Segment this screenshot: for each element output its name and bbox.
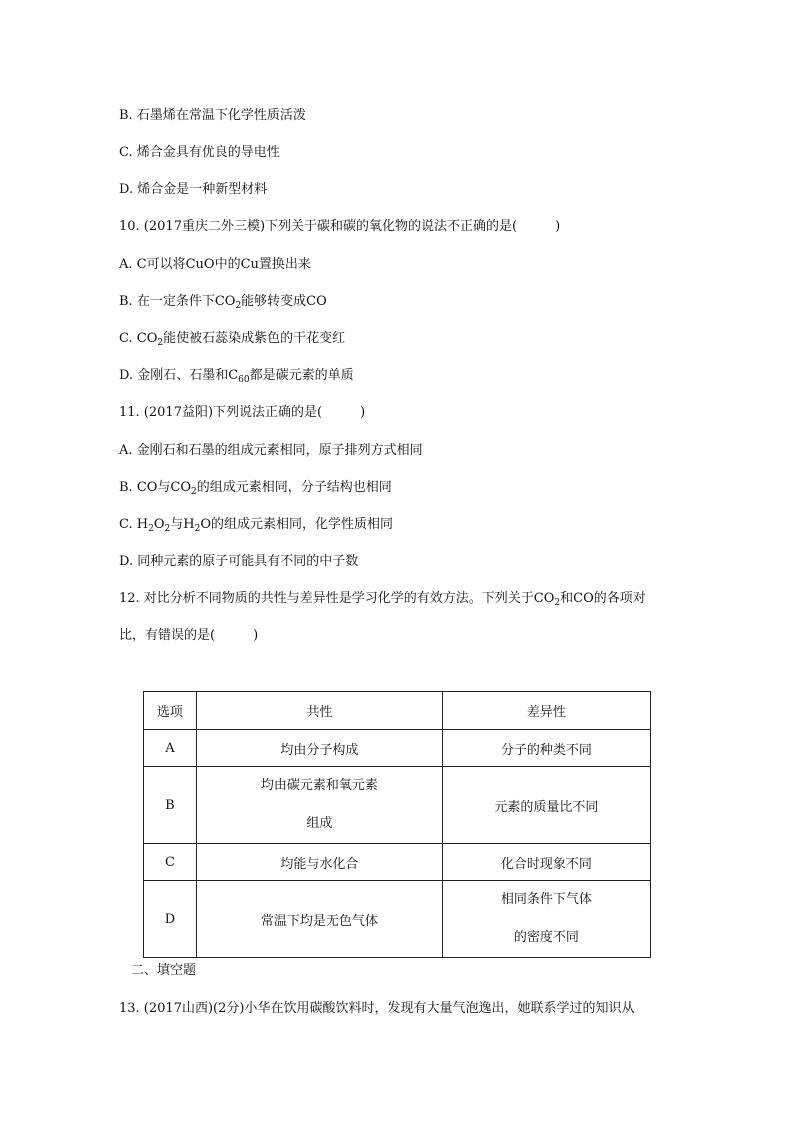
table-row bbox=[144, 730, 651, 767]
section-title: 二、填空题 bbox=[131, 963, 197, 978]
table-cell-diff: 分子的种类不同 bbox=[442, 730, 650, 767]
table-cell-option: B bbox=[144, 767, 197, 844]
q11-option-c: C. $H_2O_2$与$H_2O$的组成元素相同，化学性质相同 bbox=[119, 517, 393, 534]
q10-stem: 10. (2017重庆二外三模)下列关于碳和碳的氧化物的说法不正确的是( ) bbox=[119, 219, 561, 234]
q10-option-d: D. 金刚石、石墨和$C_{60}$都是碳元素的单质 bbox=[119, 368, 354, 385]
table-row bbox=[144, 844, 651, 881]
q11-stem: 11. (2017益阳)下列说法正确的是( ) bbox=[119, 405, 366, 420]
table-cell-diff: 元素的质量比不同 bbox=[442, 767, 650, 844]
q11-option-d: D. 同种元素的原子可能具有不同的中子数 bbox=[119, 554, 359, 569]
table-cell-option: D bbox=[144, 881, 197, 958]
table-row bbox=[144, 881, 651, 958]
table-header-cell: 差异性 bbox=[442, 692, 650, 730]
table-cell-common: 常温下均是无色气体 bbox=[196, 881, 442, 958]
table-header-row bbox=[144, 692, 651, 730]
table-cell-option: A bbox=[144, 730, 197, 767]
q9-option-d: D. 烯合金是一种新型材料 bbox=[119, 182, 268, 197]
q9-option-b: B. 石墨烯在常温下化学性质活泼 bbox=[119, 108, 306, 123]
q11-option-b: B. CO与$CO_2$的组成元素相同，分子结构也相同 bbox=[119, 480, 392, 497]
table-header-cell: 选项 bbox=[144, 692, 197, 730]
table-cell-common: 均能与水化合 bbox=[196, 844, 442, 881]
table-cell-common: 均由分子构成 bbox=[196, 730, 442, 767]
q10-option-c: C. $CO_2$能使被石蕊染成紫色的干花变红 bbox=[119, 331, 346, 348]
comparison-table bbox=[143, 691, 651, 958]
table-cell-diff: 相同条件下气体 的密度不同 bbox=[442, 881, 650, 958]
q10-option-a: A. C可以将CuO中的Cu置换出来 bbox=[119, 257, 311, 272]
q13-stem: 13. (2017山西)(2分)小华在饮用碳酸饮料时，发现有大量气泡逸出，她联系学过的知识从 bbox=[119, 1001, 635, 1016]
q12-stem: 12. 对比分析不同物质的共性与差异性是学习化学的有效方法。下列关于$CO_2$和CO的各项对 bbox=[119, 591, 646, 608]
table-cell-option: C bbox=[144, 844, 197, 881]
table-cell-common: 均由碳元素和氧元素 组成 bbox=[196, 767, 442, 844]
q9-option-c: C. 烯合金具有优良的导电性 bbox=[119, 145, 280, 160]
table-cell-diff: 化合时现象不同 bbox=[442, 844, 650, 881]
table-row bbox=[144, 767, 651, 844]
q12-stem-line2: 比，有错误的是( ) bbox=[119, 628, 259, 643]
q11-option-a: A. 金刚石和石墨的组成元素相同，原子排列方式相同 bbox=[119, 443, 423, 458]
q10-option-b: B. 在一定条件下$CO_2$能够转变成CO bbox=[119, 294, 327, 311]
table-header-cell: 共性 bbox=[196, 692, 442, 730]
